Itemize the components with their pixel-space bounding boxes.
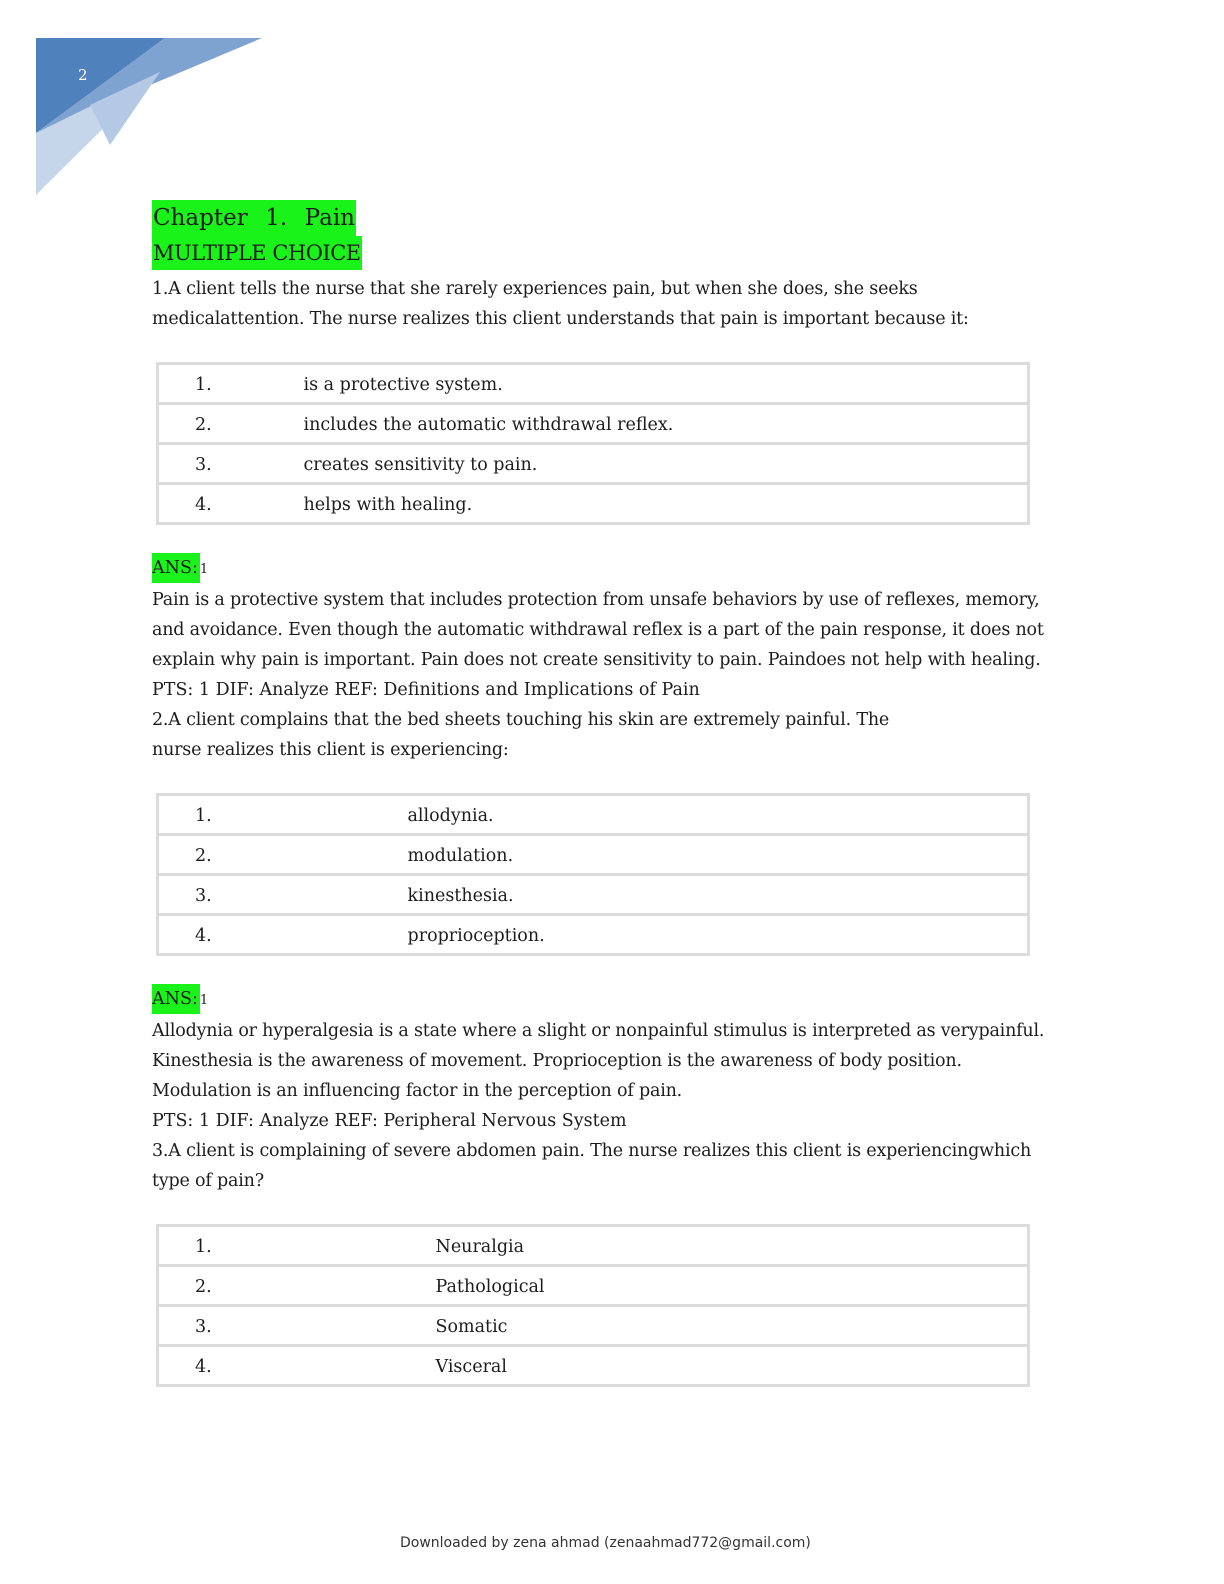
option-text: Pathological — [436, 1266, 1029, 1306]
option-text: creates sensitivity to pain. — [304, 444, 1029, 484]
answer-line — [152, 984, 1062, 1016]
question-3 — [152, 1136, 1062, 1387]
options-table — [156, 1224, 1030, 1387]
option-number: 4. — [158, 915, 408, 955]
option-text: kinesthesia. — [408, 875, 1029, 915]
options-table — [156, 362, 1030, 525]
options-table — [156, 793, 1030, 956]
option-row — [158, 1346, 1029, 1386]
option-text: Visceral — [436, 1346, 1029, 1386]
question-meta: PTS: 1 DIF: Analyze REF: Peripheral Nervous System — [152, 1111, 627, 1131]
option-row — [158, 404, 1029, 444]
question-1 — [152, 274, 1062, 705]
option-row — [158, 795, 1029, 835]
option-text: includes the automatic withdrawal reflex. — [304, 404, 1029, 444]
page-corner-decoration — [0, 0, 300, 210]
option-number: 3. — [158, 444, 304, 484]
rationale-text: Pain is a protective system that includes protection from unsafe behaviors by use of reflexes, memory, and avoidance. Even though the automatic withdrawal reflex is a part of the pain response, it does not explain why pain is important. Pain does not create sensitivity to pain. Paindoes not help with healing. — [152, 590, 1044, 670]
option-text: is a protective system. — [304, 364, 1029, 404]
question-meta: PTS: 1 DIF: Analyze REF: Definitions and Implications of Pain — [152, 680, 700, 700]
answer-value: 1 — [199, 562, 209, 577]
option-row — [158, 835, 1029, 875]
option-row — [158, 915, 1029, 955]
question-2 — [152, 705, 1062, 1136]
section-title: MULTIPLE CHOICE — [152, 236, 362, 270]
question-text: 2.A client complains that the bed sheets touching his skin are extremely painful. The nurse realizes this client is experiencing: — [152, 710, 890, 760]
option-row — [158, 364, 1029, 404]
answer-label: ANS: — [152, 553, 200, 583]
option-row — [158, 484, 1029, 524]
option-text: Somatic — [436, 1306, 1029, 1346]
option-text: Neuralgia — [436, 1226, 1029, 1266]
option-number: 3. — [158, 875, 408, 915]
option-row — [158, 1226, 1029, 1266]
option-row — [158, 444, 1029, 484]
chapter-heading — [152, 200, 1062, 236]
option-text: proprioception. — [408, 915, 1029, 955]
chapter-title: Chapter 1. Pain — [152, 200, 356, 236]
document-body — [152, 200, 1062, 1387]
option-number: 2. — [158, 1266, 436, 1306]
option-number: 2. — [158, 835, 408, 875]
page-number: 2 — [78, 66, 88, 84]
option-text: modulation. — [408, 835, 1029, 875]
download-footer: Downloaded by zena ahmad (zenaahmad772@gmail.com) — [400, 1535, 811, 1551]
option-number: 4. — [158, 484, 304, 524]
question-text: 3.A client is complaining of severe abdomen pain. The nurse realizes this client is experiencingwhich type of pain? — [152, 1141, 1032, 1191]
answer-value: 1 — [199, 993, 209, 1008]
option-text: helps with healing. — [304, 484, 1029, 524]
answer-line — [152, 553, 1062, 585]
option-number: 3. — [158, 1306, 436, 1346]
question-text: 1.A client tells the nurse that she rarely experiences pain, but when she does, she seeks medicalattention. The nurse realizes this client understands that pain is important because it: — [152, 279, 969, 329]
option-row — [158, 875, 1029, 915]
option-row — [158, 1306, 1029, 1346]
option-number: 1. — [158, 364, 304, 404]
rationale-text: Allodynia or hyperalgesia is a state where a slight or nonpainful stimulus is interpreted as verypainful. Kinesthesia is the awareness of movement. Proprioception is the awareness of body position. Modulation is an influencing factor in the perception of pain. — [152, 1021, 1045, 1101]
option-number: 2. — [158, 404, 304, 444]
option-text: allodynia. — [408, 795, 1029, 835]
option-number: 4. — [158, 1346, 436, 1386]
answer-label: ANS: — [152, 984, 200, 1014]
option-number: 1. — [158, 795, 408, 835]
option-row — [158, 1266, 1029, 1306]
section-heading — [152, 236, 1062, 270]
option-number: 1. — [158, 1226, 436, 1266]
